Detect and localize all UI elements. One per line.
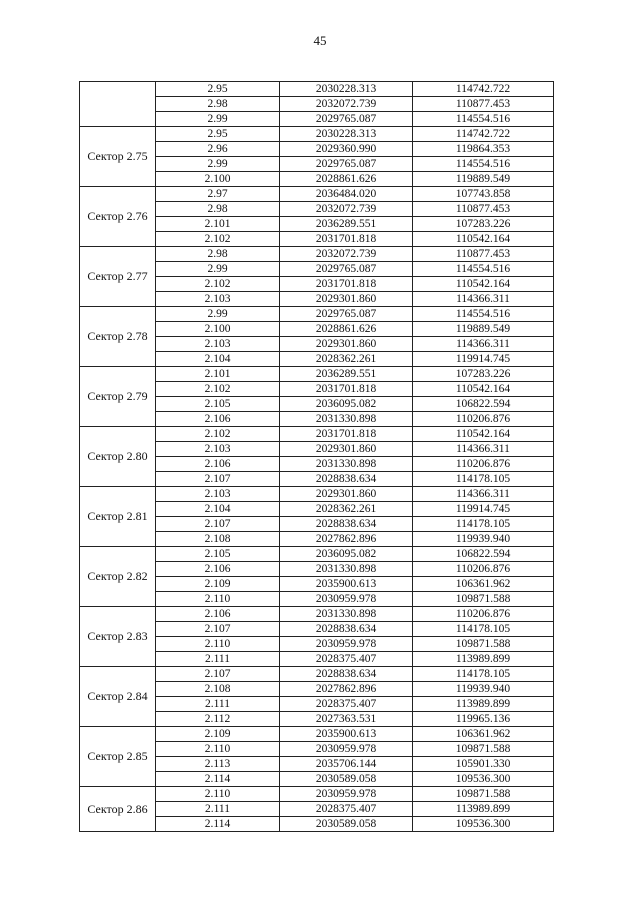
- sector-name-cell: Сектор 2.84: [80, 667, 156, 727]
- y-coordinate-cell: 110542.164: [413, 232, 554, 247]
- point-number-cell: 2.107: [156, 622, 280, 637]
- y-coordinate-cell: 109871.588: [413, 787, 554, 802]
- x-coordinate-cell: 2035706.144: [280, 757, 413, 772]
- y-coordinate-cell: 110542.164: [413, 277, 554, 292]
- x-coordinate-cell: 2036095.082: [280, 397, 413, 412]
- table-row: [80, 727, 554, 742]
- x-coordinate-cell: 2030959.978: [280, 592, 413, 607]
- x-coordinate-cell: 2036095.082: [280, 547, 413, 562]
- coordinates-table: [79, 81, 554, 832]
- point-number-cell: 2.95: [156, 127, 280, 142]
- x-coordinate-cell: 2031701.818: [280, 427, 413, 442]
- y-coordinate-cell: 119864.353: [413, 142, 554, 157]
- x-coordinate-cell: 2031701.818: [280, 232, 413, 247]
- sector-name-cell: Сектор 2.78: [80, 307, 156, 367]
- x-coordinate-cell: 2030228.313: [280, 127, 413, 142]
- sector-name-cell: Сектор 2.83: [80, 607, 156, 667]
- point-number-cell: 2.102: [156, 277, 280, 292]
- x-coordinate-cell: 2028362.261: [280, 352, 413, 367]
- point-number-cell: 2.101: [156, 217, 280, 232]
- table-row: [80, 667, 554, 682]
- point-number-cell: 2.100: [156, 172, 280, 187]
- table-row: [80, 127, 554, 142]
- y-coordinate-cell: 105901.330: [413, 757, 554, 772]
- x-coordinate-cell: 2035900.613: [280, 577, 413, 592]
- y-coordinate-cell: 113989.899: [413, 697, 554, 712]
- point-number-cell: 2.110: [156, 742, 280, 757]
- y-coordinate-cell: 109871.588: [413, 742, 554, 757]
- point-number-cell: 2.103: [156, 442, 280, 457]
- x-coordinate-cell: 2028861.626: [280, 322, 413, 337]
- point-number-cell: 2.106: [156, 457, 280, 472]
- x-coordinate-cell: 2028375.407: [280, 697, 413, 712]
- y-coordinate-cell: 110206.876: [413, 457, 554, 472]
- y-coordinate-cell: 114178.105: [413, 622, 554, 637]
- y-coordinate-cell: 110877.453: [413, 247, 554, 262]
- y-coordinate-cell: 113989.899: [413, 802, 554, 817]
- y-coordinate-cell: 109536.300: [413, 817, 554, 832]
- x-coordinate-cell: 2030959.978: [280, 637, 413, 652]
- y-coordinate-cell: 114554.516: [413, 157, 554, 172]
- point-number-cell: 2.107: [156, 517, 280, 532]
- x-coordinate-cell: 2029301.860: [280, 487, 413, 502]
- table-row: [80, 607, 554, 622]
- y-coordinate-cell: 106822.594: [413, 547, 554, 562]
- x-coordinate-cell: 2036484.020: [280, 187, 413, 202]
- coordinates-table-body: [80, 82, 554, 832]
- y-coordinate-cell: 110206.876: [413, 607, 554, 622]
- x-coordinate-cell: 2029765.087: [280, 157, 413, 172]
- y-coordinate-cell: 114742.722: [413, 82, 554, 97]
- point-number-cell: 2.99: [156, 112, 280, 127]
- x-coordinate-cell: 2028838.634: [280, 517, 413, 532]
- point-number-cell: 2.101: [156, 367, 280, 382]
- table-row: [80, 247, 554, 262]
- table-row: [80, 487, 554, 502]
- x-coordinate-cell: 2031330.898: [280, 562, 413, 577]
- x-coordinate-cell: 2028861.626: [280, 172, 413, 187]
- point-number-cell: 2.108: [156, 532, 280, 547]
- x-coordinate-cell: 2029765.087: [280, 307, 413, 322]
- point-number-cell: 2.99: [156, 157, 280, 172]
- x-coordinate-cell: 2032072.739: [280, 97, 413, 112]
- x-coordinate-cell: 2036289.551: [280, 217, 413, 232]
- sector-name-cell: Сектор 2.75: [80, 127, 156, 187]
- x-coordinate-cell: 2027862.896: [280, 682, 413, 697]
- point-number-cell: 2.103: [156, 337, 280, 352]
- x-coordinate-cell: 2028375.407: [280, 652, 413, 667]
- point-number-cell: 2.107: [156, 472, 280, 487]
- point-number-cell: 2.106: [156, 607, 280, 622]
- x-coordinate-cell: 2030589.058: [280, 772, 413, 787]
- x-coordinate-cell: 2031330.898: [280, 607, 413, 622]
- table-row: [80, 367, 554, 382]
- y-coordinate-cell: 106822.594: [413, 397, 554, 412]
- table-row: [80, 547, 554, 562]
- point-number-cell: 2.108: [156, 682, 280, 697]
- sector-name-cell: Сектор 2.82: [80, 547, 156, 607]
- y-coordinate-cell: 119914.745: [413, 502, 554, 517]
- point-number-cell: 2.110: [156, 787, 280, 802]
- x-coordinate-cell: 2030589.058: [280, 817, 413, 832]
- y-coordinate-cell: 119914.745: [413, 352, 554, 367]
- point-number-cell: 2.103: [156, 487, 280, 502]
- point-number-cell: 2.103: [156, 292, 280, 307]
- sector-name-cell: Сектор 2.79: [80, 367, 156, 427]
- y-coordinate-cell: 114178.105: [413, 517, 554, 532]
- y-coordinate-cell: 114554.516: [413, 112, 554, 127]
- y-coordinate-cell: 110877.453: [413, 202, 554, 217]
- x-coordinate-cell: 2030959.978: [280, 742, 413, 757]
- point-number-cell: 2.106: [156, 412, 280, 427]
- x-coordinate-cell: 2030959.978: [280, 787, 413, 802]
- point-number-cell: 2.104: [156, 352, 280, 367]
- y-coordinate-cell: 114742.722: [413, 127, 554, 142]
- point-number-cell: 2.111: [156, 802, 280, 817]
- point-number-cell: 2.99: [156, 307, 280, 322]
- y-coordinate-cell: 114554.516: [413, 262, 554, 277]
- point-number-cell: 2.113: [156, 757, 280, 772]
- x-coordinate-cell: 2027862.896: [280, 532, 413, 547]
- y-coordinate-cell: 109871.588: [413, 592, 554, 607]
- point-number-cell: 2.104: [156, 502, 280, 517]
- y-coordinate-cell: 119939.940: [413, 532, 554, 547]
- point-number-cell: 2.110: [156, 637, 280, 652]
- y-coordinate-cell: 107743.858: [413, 187, 554, 202]
- y-coordinate-cell: 114366.311: [413, 442, 554, 457]
- point-number-cell: 2.102: [156, 232, 280, 247]
- table-row: [80, 82, 554, 97]
- x-coordinate-cell: 2031701.818: [280, 382, 413, 397]
- y-coordinate-cell: 110542.164: [413, 382, 554, 397]
- point-number-cell: 2.109: [156, 577, 280, 592]
- x-coordinate-cell: 2028838.634: [280, 622, 413, 637]
- y-coordinate-cell: 106361.962: [413, 577, 554, 592]
- y-coordinate-cell: 110206.876: [413, 562, 554, 577]
- x-coordinate-cell: 2032072.739: [280, 247, 413, 262]
- sector-name-cell: Сектор 2.76: [80, 187, 156, 247]
- sector-name-cell: Сектор 2.85: [80, 727, 156, 787]
- y-coordinate-cell: 119965.136: [413, 712, 554, 727]
- point-number-cell: 2.98: [156, 202, 280, 217]
- x-coordinate-cell: 2031701.818: [280, 277, 413, 292]
- y-coordinate-cell: 110877.453: [413, 97, 554, 112]
- point-number-cell: 2.110: [156, 592, 280, 607]
- page-number: 45: [313, 33, 327, 48]
- sector-name-cell: Сектор 2.81: [80, 487, 156, 547]
- y-coordinate-cell: 110542.164: [413, 427, 554, 442]
- x-coordinate-cell: 2032072.739: [280, 202, 413, 217]
- y-coordinate-cell: 109871.588: [413, 637, 554, 652]
- point-number-cell: 2.107: [156, 667, 280, 682]
- point-number-cell: 2.97: [156, 187, 280, 202]
- point-number-cell: 2.106: [156, 562, 280, 577]
- x-coordinate-cell: 2035900.613: [280, 727, 413, 742]
- y-coordinate-cell: 107283.226: [413, 367, 554, 382]
- point-number-cell: 2.109: [156, 727, 280, 742]
- y-coordinate-cell: 114178.105: [413, 667, 554, 682]
- table-row: [80, 427, 554, 442]
- point-number-cell: 2.98: [156, 97, 280, 112]
- sector-name-cell: Сектор 2.77: [80, 247, 156, 307]
- x-coordinate-cell: 2029765.087: [280, 262, 413, 277]
- y-coordinate-cell: 114366.311: [413, 292, 554, 307]
- x-coordinate-cell: 2029301.860: [280, 442, 413, 457]
- point-number-cell: 2.112: [156, 712, 280, 727]
- point-number-cell: 2.105: [156, 547, 280, 562]
- y-coordinate-cell: 119889.549: [413, 172, 554, 187]
- sector-name-cell: Сектор 2.86: [80, 787, 156, 832]
- x-coordinate-cell: 2028838.634: [280, 472, 413, 487]
- table-row: [80, 787, 554, 802]
- x-coordinate-cell: 2029360.990: [280, 142, 413, 157]
- y-coordinate-cell: 119939.940: [413, 682, 554, 697]
- point-number-cell: 2.96: [156, 142, 280, 157]
- y-coordinate-cell: 109536.300: [413, 772, 554, 787]
- x-coordinate-cell: 2028375.407: [280, 802, 413, 817]
- point-number-cell: 2.111: [156, 697, 280, 712]
- point-number-cell: 2.105: [156, 397, 280, 412]
- x-coordinate-cell: 2031330.898: [280, 412, 413, 427]
- y-coordinate-cell: 107283.226: [413, 217, 554, 232]
- point-number-cell: 2.102: [156, 427, 280, 442]
- x-coordinate-cell: 2029301.860: [280, 337, 413, 352]
- sector-name-cell: [80, 82, 156, 127]
- point-number-cell: 2.95: [156, 82, 280, 97]
- point-number-cell: 2.99: [156, 262, 280, 277]
- x-coordinate-cell: 2029301.860: [280, 292, 413, 307]
- x-coordinate-cell: 2036289.551: [280, 367, 413, 382]
- y-coordinate-cell: 114366.311: [413, 487, 554, 502]
- point-number-cell: 2.102: [156, 382, 280, 397]
- point-number-cell: 2.114: [156, 817, 280, 832]
- y-coordinate-cell: 114554.516: [413, 307, 554, 322]
- y-coordinate-cell: 119889.549: [413, 322, 554, 337]
- x-coordinate-cell: 2029765.087: [280, 112, 413, 127]
- table-row: [80, 187, 554, 202]
- table-row: [80, 307, 554, 322]
- y-coordinate-cell: 114178.105: [413, 472, 554, 487]
- point-number-cell: 2.98: [156, 247, 280, 262]
- sector-name-cell: Сектор 2.80: [80, 427, 156, 487]
- point-number-cell: 2.100: [156, 322, 280, 337]
- x-coordinate-cell: 2030228.313: [280, 82, 413, 97]
- x-coordinate-cell: 2027363.531: [280, 712, 413, 727]
- x-coordinate-cell: 2028838.634: [280, 667, 413, 682]
- point-number-cell: 2.114: [156, 772, 280, 787]
- y-coordinate-cell: 113989.899: [413, 652, 554, 667]
- y-coordinate-cell: 106361.962: [413, 727, 554, 742]
- y-coordinate-cell: 110206.876: [413, 412, 554, 427]
- y-coordinate-cell: 114366.311: [413, 337, 554, 352]
- point-number-cell: 2.111: [156, 652, 280, 667]
- x-coordinate-cell: 2028362.261: [280, 502, 413, 517]
- x-coordinate-cell: 2031330.898: [280, 457, 413, 472]
